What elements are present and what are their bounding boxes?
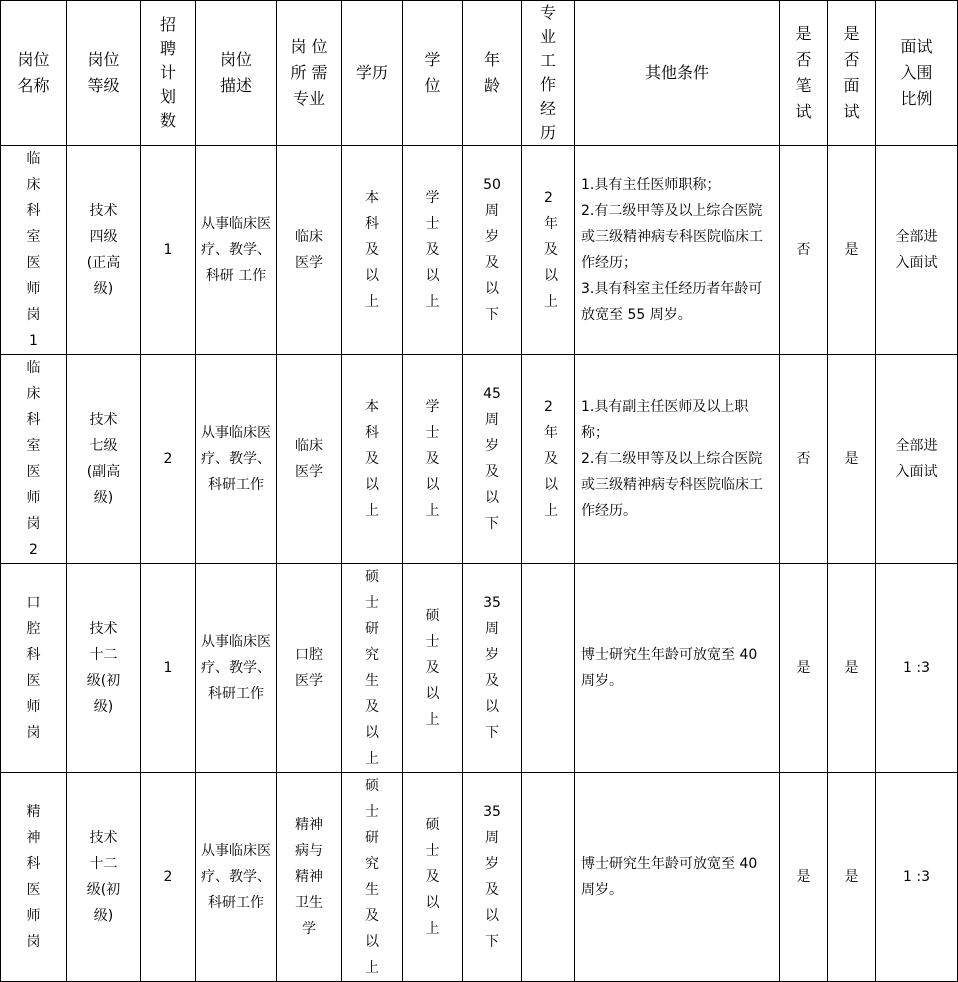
cell-interview: 是 [828,146,876,355]
cell-degree: 硕士及以上 [403,564,463,773]
cell-work-experience [522,564,575,773]
cell-post-level: 技术十二级(初级) [67,773,141,982]
header-planned-count: 招 聘 计 划 数 [141,1,196,146]
cell-age: 45 周岁及以下 [463,355,522,564]
cell-age: 35 周岁及以下 [463,773,522,982]
cell-work-experience: 2年及以上 [522,146,575,355]
cell-required-major: 口腔医学 [277,564,342,773]
cell-post-description: 从事临床医疗、教学、科研工作 [196,564,277,773]
cell-education: 硕士研究生及以上 [342,564,403,773]
header-written-exam: 是 否 笔 试 [780,1,828,146]
cell-post-level: 技术四级(正高级) [67,146,141,355]
cell-required-major: 精神病与精神卫生学 [277,773,342,982]
cell-written-exam: 是 [780,773,828,982]
cell-interview: 是 [828,355,876,564]
cell-planned-count: 2 [141,773,196,982]
header-degree: 学 位 [403,1,463,146]
cell-interview-ratio: 1 :3 [876,773,958,982]
cell-written-exam: 是 [780,564,828,773]
header-interview: 是 否 面 试 [828,1,876,146]
cell-post-description: 从事临床医疗、教学、科研工作 [196,355,277,564]
cell-age: 50 周岁及以下 [463,146,522,355]
cell-interview-ratio: 全部进入面试 [876,355,958,564]
cell-education: 本科及以上 [342,146,403,355]
cell-post-level: 技术七级(副高级) [67,355,141,564]
cell-planned-count: 2 [141,355,196,564]
cell-education: 本科及以上 [342,355,403,564]
cell-interview-ratio: 全部进入面试 [876,146,958,355]
header-row [1,1,958,146]
cell-planned-count: 1 [141,564,196,773]
cell-required-major: 临床医学 [277,146,342,355]
cell-post-name: 临床科室医师岗 1 [1,146,67,355]
header-work-experience: 专 业 工 作 经 历 [522,1,575,146]
cell-written-exam: 否 [780,146,828,355]
cell-degree: 学士及以上 [403,146,463,355]
cell-interview: 是 [828,773,876,982]
table-row [1,564,958,773]
cell-other-conditions: 1.具有副主任医师及以上职称； 2.有二级甲等及以上综合医院或三级精神病专科医院临床工作经历。 [575,355,780,564]
cell-other-conditions: 博士研究生年龄可放宽至 40 周岁。 [575,564,780,773]
cell-age: 35 周岁及以下 [463,564,522,773]
cell-post-name: 精神科医师岗 [1,773,67,982]
header-other-conditions: 其他条件 [575,1,780,146]
cell-post-description: 从事临床医疗、教学、科研 工作 [196,146,277,355]
cell-education: 硕士研究生及以上 [342,773,403,982]
header-post-level: 岗位 等级 [67,1,141,146]
table-row [1,773,958,982]
header-interview-ratio: 面试 入围 比例 [876,1,958,146]
cell-required-major: 临床医学 [277,355,342,564]
cell-other-conditions: 博士研究生年龄可放宽至 40 周岁。 [575,773,780,982]
header-age: 年 龄 [463,1,522,146]
header-required-major: 岗 位 所 需 专业 [277,1,342,146]
cell-work-experience: 2年及以上 [522,355,575,564]
cell-post-name: 口腔科医师岗 [1,564,67,773]
cell-post-name: 临床科室医师岗 2 [1,355,67,564]
cell-interview-ratio: 1 :3 [876,564,958,773]
header-post-description: 岗位 描述 [196,1,277,146]
table-row [1,146,958,355]
cell-post-level: 技术十二级(初级) [67,564,141,773]
cell-work-experience [522,773,575,982]
cell-degree: 硕士及以上 [403,773,463,982]
cell-interview: 是 [828,564,876,773]
cell-written-exam: 否 [780,355,828,564]
cell-post-description: 从事临床医疗、教学、科研工作 [196,773,277,982]
cell-degree: 学士及以上 [403,355,463,564]
header-post-name: 岗位 名称 [1,1,67,146]
header-education: 学历 [342,1,403,146]
table-row [1,355,958,564]
cell-other-conditions: 1.具有主任医师职称； 2.有二级甲等及以上综合医院或三级精神病专科医院临床工作经历； 3.具有科室主任经历者年龄可放宽至 55 周岁。 [575,146,780,355]
cell-planned-count: 1 [141,146,196,355]
